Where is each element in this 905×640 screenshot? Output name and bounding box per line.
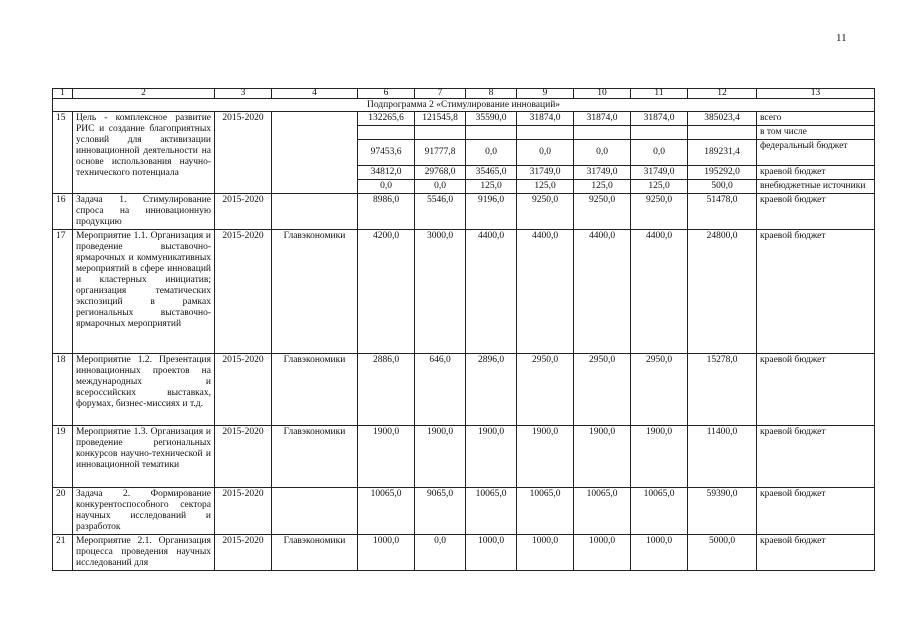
value-cell: 15278,0	[688, 354, 757, 426]
header-cell: 12	[688, 89, 757, 99]
row-period: 2015-2020	[215, 354, 272, 426]
value-cell	[574, 126, 631, 140]
value-cell: 29768,0	[415, 166, 466, 180]
value-cell: 0,0	[415, 535, 466, 571]
row-executor: Главэкономики	[272, 426, 358, 488]
source-cell: федеральный бюджет	[757, 140, 875, 166]
program-table	[52, 88, 875, 571]
header-cell: 8	[466, 89, 517, 99]
value-cell: 0,0	[358, 180, 415, 194]
value-cell: 9250,0	[517, 194, 574, 230]
table-row	[53, 426, 875, 488]
value-cell: 2896,0	[466, 354, 517, 426]
value-cell: 4400,0	[466, 230, 517, 354]
row-number: 21	[53, 535, 73, 571]
table-row	[53, 194, 875, 230]
row-number: 16	[53, 194, 73, 230]
row-period: 2015-2020	[215, 112, 272, 194]
value-cell: 10065,0	[358, 488, 415, 535]
value-cell: 0,0	[415, 180, 466, 194]
row-executor: Главэкономики	[272, 535, 358, 571]
row-executor: Главэкономики	[272, 230, 358, 354]
value-cell: 10065,0	[517, 488, 574, 535]
value-cell: 4400,0	[517, 230, 574, 354]
value-cell: 0,0	[466, 140, 517, 166]
table-row	[53, 488, 875, 535]
value-cell	[631, 126, 688, 140]
value-cell: 189231,4	[688, 140, 757, 166]
value-cell: 1900,0	[631, 426, 688, 488]
source-cell: в том числе	[757, 126, 875, 140]
value-cell: 5000,0	[688, 535, 757, 571]
header-cell: 11	[631, 89, 688, 99]
value-cell: 2950,0	[631, 354, 688, 426]
value-cell: 1000,0	[466, 535, 517, 571]
header-cell: 1	[53, 89, 73, 99]
value-cell: 121545,8	[415, 112, 466, 126]
value-cell: 4400,0	[631, 230, 688, 354]
value-cell: 500,0	[688, 180, 757, 194]
row-number: 19	[53, 426, 73, 488]
table-row	[53, 230, 875, 354]
value-cell: 1000,0	[517, 535, 574, 571]
value-cell: 5546,0	[415, 194, 466, 230]
value-cell: 1900,0	[358, 426, 415, 488]
row-name: Мероприятие 1.2. Презентация инновационных проектов на международных и всероссийских выставках, форумах, бизнес-миссиях и т.д.	[73, 354, 215, 426]
row-executor	[272, 488, 358, 535]
source-cell: краевой бюджет	[757, 230, 875, 354]
subprogram-row	[53, 99, 875, 112]
source-cell: краевой бюджет	[757, 354, 875, 426]
page-number: 11	[836, 32, 847, 44]
value-cell: 10065,0	[631, 488, 688, 535]
source-cell: внебюджетные источники	[757, 180, 875, 194]
value-cell: 4400,0	[574, 230, 631, 354]
row-number: 15	[53, 112, 73, 194]
subprogram-title: Подпрограмма 2 «Стимулирование инноваций»	[53, 99, 875, 112]
value-cell: 0,0	[574, 140, 631, 166]
value-cell: 2886,0	[358, 354, 415, 426]
value-cell: 10065,0	[466, 488, 517, 535]
value-cell	[466, 126, 517, 140]
value-cell: 9065,0	[415, 488, 466, 535]
value-cell: 9250,0	[574, 194, 631, 230]
value-cell: 195292,0	[688, 166, 757, 180]
value-cell: 31874,0	[574, 112, 631, 126]
value-cell: 1000,0	[358, 535, 415, 571]
value-cell: 31749,0	[517, 166, 574, 180]
source-cell: краевой бюджет	[757, 535, 875, 571]
row-executor: Главэкономики	[272, 354, 358, 426]
row-period: 2015-2020	[215, 230, 272, 354]
row-name: Мероприятие 2.1. Организация процесса проведения научных исследований для	[73, 535, 215, 571]
value-cell: 1900,0	[517, 426, 574, 488]
value-cell: 125,0	[466, 180, 517, 194]
row-executor	[272, 194, 358, 230]
header-row	[53, 89, 875, 99]
value-cell: 0,0	[631, 140, 688, 166]
header-cell: 4	[272, 89, 358, 99]
value-cell: 31749,0	[574, 166, 631, 180]
value-cell: 34812,0	[358, 166, 415, 180]
value-cell: 646,0	[415, 354, 466, 426]
row-number: 17	[53, 230, 73, 354]
source-cell: всего	[757, 112, 875, 126]
row-name: Цель - комплексное развитие РИС и создание благоприятных условий для активизации инновационной деятельности на основе использования научно-технического потенциала	[73, 112, 215, 194]
value-cell: 97453,6	[358, 140, 415, 166]
value-cell: 10065,0	[574, 488, 631, 535]
value-cell: 1000,0	[574, 535, 631, 571]
value-cell: 1900,0	[415, 426, 466, 488]
header-cell: 3	[215, 89, 272, 99]
value-cell	[358, 126, 415, 140]
source-cell: краевой бюджет	[757, 488, 875, 535]
value-cell: 31749,0	[631, 166, 688, 180]
value-cell: 0,0	[517, 140, 574, 166]
value-cell: 59390,0	[688, 488, 757, 535]
header-cell: 7	[415, 89, 466, 99]
header-cell: 6	[358, 89, 415, 99]
row-name: Задача 1. Стимулирование спроса на инновационную продукцию	[73, 194, 215, 230]
value-cell	[415, 126, 466, 140]
value-cell: 125,0	[631, 180, 688, 194]
header-cell: 10	[574, 89, 631, 99]
table-row	[53, 535, 875, 571]
row-name: Мероприятие 1.1. Организация и проведение выставочно-ярмарочных и коммуникативных мероприятий в сфере инноваций и кластерных инициатив; организация тематических экспозиций в рамках региональных выставочно-ярмарочных мероприятий	[73, 230, 215, 354]
value-cell: 125,0	[574, 180, 631, 194]
value-cell: 51478,0	[688, 194, 757, 230]
value-cell: 35590,0	[466, 112, 517, 126]
value-cell: 125,0	[517, 180, 574, 194]
source-cell: краевой бюджет	[757, 166, 875, 180]
value-cell	[688, 126, 757, 140]
value-cell: 385023,4	[688, 112, 757, 126]
table-row	[53, 112, 875, 126]
value-cell: 1000,0	[631, 535, 688, 571]
value-cell: 1900,0	[466, 426, 517, 488]
value-cell: 2950,0	[517, 354, 574, 426]
value-cell: 91777,8	[415, 140, 466, 166]
value-cell: 9250,0	[631, 194, 688, 230]
source-cell: краевой бюджет	[757, 426, 875, 488]
value-cell: 1900,0	[574, 426, 631, 488]
header-cell: 9	[517, 89, 574, 99]
row-period: 2015-2020	[215, 426, 272, 488]
header-cell: 2	[73, 89, 215, 99]
header-cell: 13	[757, 89, 875, 99]
table-row	[53, 354, 875, 426]
row-period: 2015-2020	[215, 535, 272, 571]
value-cell: 8986,0	[358, 194, 415, 230]
value-cell: 132265,6	[358, 112, 415, 126]
value-cell: 11400,0	[688, 426, 757, 488]
value-cell	[517, 126, 574, 140]
value-cell: 24800,0	[688, 230, 757, 354]
source-cell: краевой бюджет	[757, 194, 875, 230]
value-cell: 3000,0	[415, 230, 466, 354]
row-name: Задача 2. Формирование конкурентоспособного сектора научных исследований и разработок	[73, 488, 215, 535]
value-cell: 31874,0	[517, 112, 574, 126]
row-number: 20	[53, 488, 73, 535]
value-cell: 4200,0	[358, 230, 415, 354]
row-number: 18	[53, 354, 73, 426]
row-executor	[272, 112, 358, 194]
row-period: 2015-2020	[215, 194, 272, 230]
value-cell: 35465,0	[466, 166, 517, 180]
row-name: Мероприятие 1.3. Организация и проведение региональных конкурсов научно-технической и инновационной тематики	[73, 426, 215, 488]
value-cell: 31874,0	[631, 112, 688, 126]
value-cell: 2950,0	[574, 354, 631, 426]
value-cell: 9196,0	[466, 194, 517, 230]
row-period: 2015-2020	[215, 488, 272, 535]
